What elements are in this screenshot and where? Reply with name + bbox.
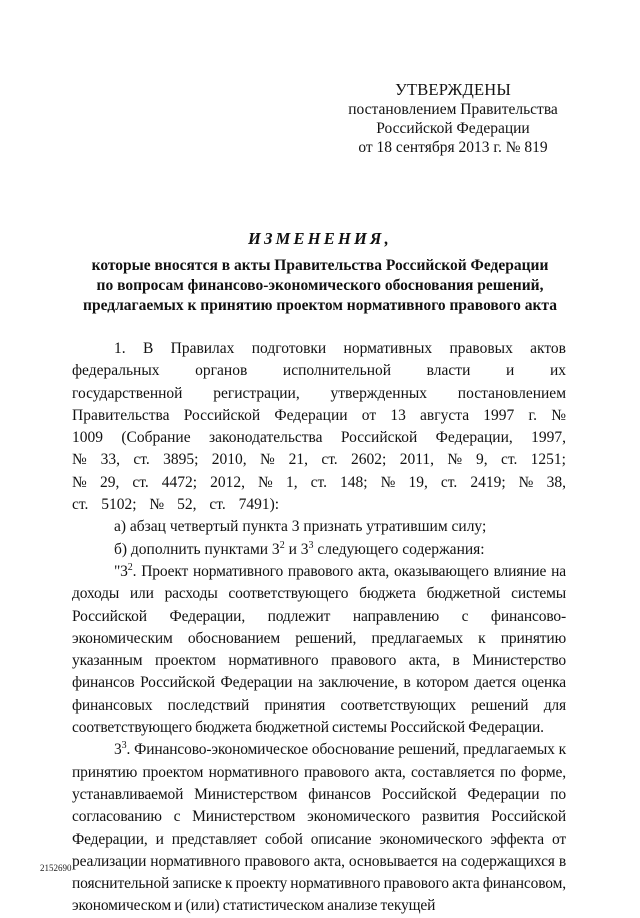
approval-line-2: Российской Федерации [376, 120, 530, 137]
approval-heading: УТВЕРЖДЕНЫ [395, 80, 511, 99]
title-sub-1: которые вносятся в акты Правительства Российской Федерации [91, 257, 549, 274]
approval-block [348, 80, 558, 157]
paragraph-5 [72, 739, 566, 917]
paragraph-3-start: б) дополнить пунктами 3 [114, 540, 280, 558]
paragraph-2: а) абзац четвертый пункта 3 признать утратившим силу; [114, 518, 487, 536]
paragraph-5-text: . Финансово-экономическое обоснование решений, предлагаемых к принятию проектом нормативного правового акта, составляется по форме, устанавливаемой Министерством финансов Российской Федерации по согласованию с Министерством экономического развития Российской Федерации, и представляет собой описание экономического эффекта от реализации нормативного правового акта, основывается на содержащихся в пояснительной записке к проекту нормативного правового акта финансовом, экономическом и (или) статистическом анализе текущей [72, 741, 566, 915]
paragraph-4-start: "3 [114, 562, 128, 580]
paragraph-5-start: 3 [114, 741, 122, 759]
title-sub-3: предлагаемых к принятию проектом нормативного правового акта [83, 297, 557, 314]
paragraph-5-sup: 3 [121, 740, 127, 752]
title-main: ИЗМЕНЕНИЯ, [248, 229, 392, 248]
paragraph-3-mid: и 3 [284, 540, 309, 558]
paragraph-3 [72, 539, 566, 561]
footer-code: 2152690 [40, 863, 72, 873]
approval-line-1: постановлением Правительства [348, 101, 558, 118]
document-body [72, 338, 566, 918]
paragraph-3-sup-1: 2 [279, 539, 285, 551]
paragraph-3-sup-2: 3 [308, 539, 314, 551]
paragraph-4-sup: 2 [127, 561, 133, 573]
title-sub-2: по вопросам финансово-экономического обоснования решений, [96, 277, 544, 294]
paragraph-3-end: следующего содержания: [313, 540, 485, 558]
approval-line-3: от 18 сентября 2013 г. № 819 [358, 139, 548, 156]
document-title [70, 228, 570, 316]
paragraph-4-text: . Проект нормативного правового акта, оказывающего влияние на доходы или расходы соответствующего бюджета бюджетной системы Российской Федерации, подлежит направлению с финансово-экономическим обоснованием решений, предлагаемых к принятию указанным проектом нормативного правового акта, в Министерство финансов Российской Федерации на заключение, в котором дается оценка финансовых последствий принятия соответствующих решений для соответствующего бюджета бюджетной системы Российской Федерации. [72, 562, 566, 737]
paragraph-4 [72, 561, 566, 739]
paragraph-1: 1. В Правилах подготовки нормативных правовых актов федеральных органов исполнительной власти и их государственной регистрации, утвержденных постановлением Правительства Российской Федерации от 13 августа 1997 г. № 1009 (Собрание законодательства Российской Федерации, 1997, № 33, ст. 3895; 2010, № 21, ст. 2602; 2011, № 9, ст. 1251; № 29, ст. 4472; 2012, № 1, ст. 148; № 19, ст. 2419; № 38, ст. 5102; № 52, ст. 7491): [72, 340, 566, 514]
